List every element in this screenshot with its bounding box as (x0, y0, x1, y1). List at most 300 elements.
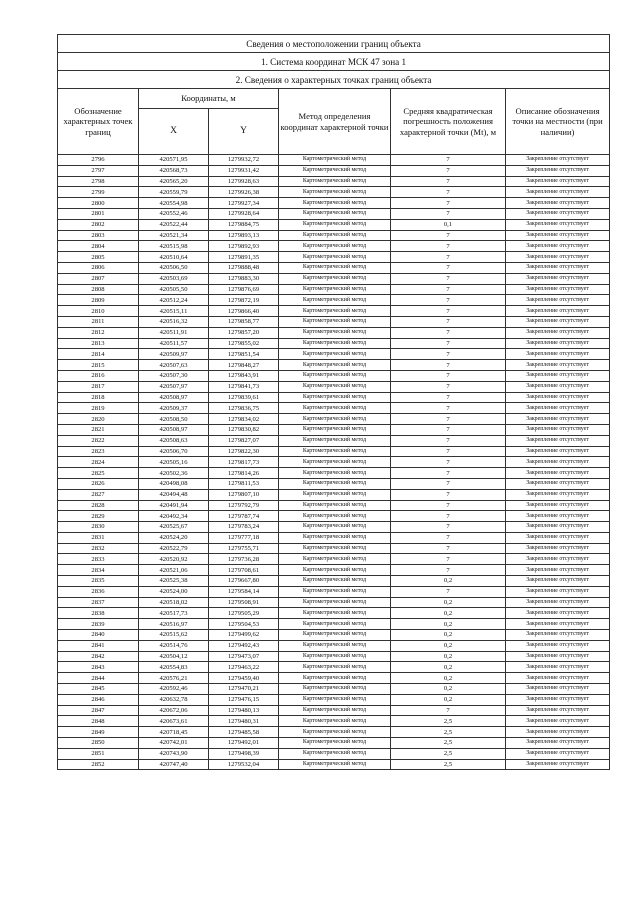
y-coordinate-cell: 1279866,40 (209, 306, 279, 317)
table-row (58, 435, 610, 446)
x-coordinate-cell: 420522,44 (139, 219, 209, 230)
description-cell: Закрепление отсутствует (506, 716, 610, 727)
accuracy-cell: 7 (391, 155, 506, 166)
accuracy-cell: 7 (391, 316, 506, 327)
method-cell: Картометрический метод (279, 759, 391, 770)
x-coordinate-cell: 420521,34 (139, 230, 209, 241)
x-coordinate-cell: 420515,11 (139, 306, 209, 317)
point-number-cell: 2802 (58, 219, 139, 230)
header-row (58, 89, 610, 109)
method-cell: Картометрический метод (279, 597, 391, 608)
accuracy-cell: 7 (391, 446, 506, 457)
x-coordinate-cell: 420509,97 (139, 349, 209, 360)
accuracy-cell: 0,2 (391, 694, 506, 705)
accuracy-cell: 7 (391, 370, 506, 381)
y-coordinate-cell: 1279857,20 (209, 327, 279, 338)
point-number-cell: 2825 (58, 468, 139, 479)
description-cell: Закрепление отсутствует (506, 187, 610, 198)
accuracy-cell: 7 (391, 338, 506, 349)
point-number-cell: 2804 (58, 241, 139, 252)
method-cell: Картометрический метод (279, 576, 391, 587)
table-row (58, 738, 610, 749)
y-coordinate-cell: 1279827,07 (209, 435, 279, 446)
description-cell: Закрепление отсутствует (506, 759, 610, 770)
table-row (58, 370, 610, 381)
accuracy-cell: 7 (391, 478, 506, 489)
table-row (58, 651, 610, 662)
method-cell: Картометрический метод (279, 554, 391, 565)
point-number-cell: 2827 (58, 489, 139, 500)
point-number-cell: 2799 (58, 187, 139, 198)
x-coordinate-cell: 420508,50 (139, 414, 209, 425)
table-row (58, 511, 610, 522)
description-cell: Закрепление отсутствует (506, 381, 610, 392)
method-cell: Картометрический метод (279, 208, 391, 219)
method-cell: Картометрический метод (279, 705, 391, 716)
method-cell: Картометрический метод (279, 381, 391, 392)
table-row (58, 198, 610, 209)
accuracy-cell: 7 (391, 500, 506, 511)
boundary-points-table (57, 34, 610, 770)
description-cell: Закрепление отсутствует (506, 370, 610, 381)
table-row (58, 457, 610, 468)
description-cell: Закрепление отсутствует (506, 176, 610, 187)
y-coordinate-cell: 1279504,53 (209, 619, 279, 630)
table-row (58, 446, 610, 457)
table-row (58, 619, 610, 630)
accuracy-cell: 7 (391, 381, 506, 392)
y-coordinate-cell: 1279807,10 (209, 489, 279, 500)
point-number-cell: 2848 (58, 716, 139, 727)
table-row (58, 532, 610, 543)
table-row (58, 392, 610, 403)
table-row (58, 414, 610, 425)
accuracy-cell: 7 (391, 306, 506, 317)
accuracy-cell: 7 (391, 208, 506, 219)
accuracy-cell: 7 (391, 403, 506, 414)
accuracy-cell: 7 (391, 252, 506, 263)
accuracy-cell: 0,2 (391, 619, 506, 630)
y-coordinate-cell: 1279834,02 (209, 414, 279, 425)
y-coordinate-cell: 1279928,63 (209, 176, 279, 187)
table-row (58, 252, 610, 263)
x-coordinate-cell: 420498,08 (139, 478, 209, 489)
y-coordinate-cell: 1279480,13 (209, 705, 279, 716)
x-coordinate-cell: 420520,92 (139, 554, 209, 565)
x-coordinate-cell: 420511,57 (139, 338, 209, 349)
x-coordinate-cell: 420565,20 (139, 176, 209, 187)
y-coordinate-cell: 1279505,29 (209, 608, 279, 619)
table-row (58, 489, 610, 500)
accuracy-cell: 7 (391, 295, 506, 306)
description-cell: Закрепление отсутствует (506, 316, 610, 327)
y-coordinate-cell: 1279499,62 (209, 630, 279, 641)
y-coordinate-cell: 1279463,22 (209, 662, 279, 673)
method-cell: Картометрический метод (279, 727, 391, 738)
y-coordinate-cell: 1279492,43 (209, 640, 279, 651)
table-row (58, 694, 610, 705)
description-cell: Закрепление отсутствует (506, 554, 610, 565)
table-row (58, 478, 610, 489)
accuracy-cell: 7 (391, 489, 506, 500)
y-coordinate-cell: 1279883,30 (209, 273, 279, 284)
table-row (58, 327, 610, 338)
y-coordinate-cell: 1279839,61 (209, 392, 279, 403)
description-cell: Закрепление отсутствует (506, 619, 610, 630)
y-coordinate-cell: 1279892,93 (209, 241, 279, 252)
y-coordinate-cell: 1279508,91 (209, 597, 279, 608)
x-coordinate-cell: 420515,98 (139, 241, 209, 252)
method-cell: Картометрический метод (279, 241, 391, 252)
accuracy-cell: 2,5 (391, 748, 506, 759)
y-coordinate-cell: 1279851,54 (209, 349, 279, 360)
x-coordinate-cell: 420554,98 (139, 198, 209, 209)
table-row (58, 468, 610, 479)
x-coordinate-cell: 420521,06 (139, 565, 209, 576)
description-cell: Закрепление отсутствует (506, 543, 610, 554)
y-coordinate-cell: 1279459,40 (209, 673, 279, 684)
x-coordinate-cell: 420508,97 (139, 424, 209, 435)
accuracy-cell: 7 (391, 511, 506, 522)
y-coordinate-cell: 1279891,35 (209, 252, 279, 263)
point-number-cell: 2837 (58, 597, 139, 608)
accuracy-cell: 7 (391, 522, 506, 533)
header-coords: Координаты, м (139, 89, 279, 109)
y-coordinate-cell: 1279855,02 (209, 338, 279, 349)
description-cell: Закрепление отсутствует (506, 424, 610, 435)
table-row (58, 727, 610, 738)
y-coordinate-cell: 1279830,82 (209, 424, 279, 435)
description-cell: Закрепление отсутствует (506, 403, 610, 414)
accuracy-cell: 2,5 (391, 738, 506, 749)
caption-row (58, 71, 610, 89)
accuracy-cell: 0,1 (391, 219, 506, 230)
x-coordinate-cell: 420524,20 (139, 532, 209, 543)
y-coordinate-cell: 1279480,31 (209, 716, 279, 727)
point-number-cell: 2811 (58, 316, 139, 327)
point-number-cell: 2833 (58, 554, 139, 565)
y-coordinate-cell: 1279848,27 (209, 360, 279, 371)
accuracy-cell: 0,2 (391, 684, 506, 695)
description-cell: Закрепление отсутствует (506, 230, 610, 241)
method-cell: Картометрический метод (279, 252, 391, 263)
table-row (58, 500, 610, 511)
description-cell: Закрепление отсутствует (506, 468, 610, 479)
method-cell: Картометрический метод (279, 424, 391, 435)
y-coordinate-cell: 1279584,14 (209, 586, 279, 597)
x-coordinate-cell: 420511,91 (139, 327, 209, 338)
table-row (58, 230, 610, 241)
y-coordinate-cell: 1279932,72 (209, 155, 279, 166)
point-number-cell: 2824 (58, 457, 139, 468)
header-accuracy: Средняя квадратическая погрешность положения характерной точки (Mt), м (391, 89, 506, 155)
table-row (58, 424, 610, 435)
accuracy-cell: 7 (391, 392, 506, 403)
accuracy-cell: 0,2 (391, 640, 506, 651)
table-row (58, 586, 610, 597)
description-cell: Закрепление отсутствует (506, 500, 610, 511)
x-coordinate-cell: 420632,78 (139, 694, 209, 705)
method-cell: Картометрический метод (279, 295, 391, 306)
description-cell: Закрепление отсутствует (506, 565, 610, 576)
method-cell: Картометрический метод (279, 543, 391, 554)
table-row (58, 705, 610, 716)
point-number-cell: 2821 (58, 424, 139, 435)
x-coordinate-cell: 420672,06 (139, 705, 209, 716)
x-coordinate-cell: 420525,67 (139, 522, 209, 533)
boundary-points-sheet (57, 34, 609, 770)
point-number-cell: 2816 (58, 370, 139, 381)
point-number-cell: 2809 (58, 295, 139, 306)
table-row (58, 349, 610, 360)
method-cell: Картометрический метод (279, 316, 391, 327)
y-coordinate-cell: 1279777,18 (209, 532, 279, 543)
table-row (58, 640, 610, 651)
method-cell: Картометрический метод (279, 500, 391, 511)
x-coordinate-cell: 420506,50 (139, 262, 209, 273)
y-coordinate-cell: 1279927,34 (209, 198, 279, 209)
x-coordinate-cell: 420508,63 (139, 435, 209, 446)
table-row (58, 608, 610, 619)
y-coordinate-cell: 1279811,53 (209, 478, 279, 489)
accuracy-cell: 7 (391, 554, 506, 565)
table-row (58, 554, 610, 565)
description-cell: Закрепление отсутствует (506, 284, 610, 295)
method-cell: Картометрический метод (279, 446, 391, 457)
method-cell: Картометрический метод (279, 716, 391, 727)
y-coordinate-cell: 1279931,42 (209, 165, 279, 176)
method-cell: Картометрический метод (279, 468, 391, 479)
point-number-cell: 2819 (58, 403, 139, 414)
accuracy-cell: 7 (391, 262, 506, 273)
accuracy-cell: 7 (391, 586, 506, 597)
point-number-cell: 2803 (58, 230, 139, 241)
point-number-cell: 2839 (58, 619, 139, 630)
method-cell: Картометрический метод (279, 284, 391, 295)
accuracy-cell: 0,2 (391, 608, 506, 619)
accuracy-cell: 2,5 (391, 759, 506, 770)
method-cell: Картометрический метод (279, 435, 391, 446)
point-number-cell: 2820 (58, 414, 139, 425)
method-cell: Картометрический метод (279, 662, 391, 673)
table-row (58, 262, 610, 273)
table-row (58, 684, 610, 695)
method-cell: Картометрический метод (279, 478, 391, 489)
point-number-cell: 2798 (58, 176, 139, 187)
method-cell: Картометрический метод (279, 262, 391, 273)
method-cell: Картометрический метод (279, 176, 391, 187)
description-cell: Закрепление отсутствует (506, 446, 610, 457)
point-number-cell: 2851 (58, 748, 139, 759)
point-number-cell: 2842 (58, 651, 139, 662)
accuracy-cell: 7 (391, 360, 506, 371)
x-coordinate-cell: 420518,02 (139, 597, 209, 608)
y-coordinate-cell: 1279783,24 (209, 522, 279, 533)
point-number-cell: 2805 (58, 252, 139, 263)
method-cell: Картометрический метод (279, 165, 391, 176)
y-coordinate-cell: 1279926,38 (209, 187, 279, 198)
accuracy-cell: 7 (391, 705, 506, 716)
description-cell: Закрепление отсутствует (506, 219, 610, 230)
x-coordinate-cell: 420502,36 (139, 468, 209, 479)
description-cell: Закрепление отсутствует (506, 673, 610, 684)
x-coordinate-cell: 420510,64 (139, 252, 209, 263)
table-row (58, 662, 610, 673)
x-coordinate-cell: 420552,46 (139, 208, 209, 219)
table-row (58, 543, 610, 554)
description-cell: Закрепление отсутствует (506, 198, 610, 209)
x-coordinate-cell: 420491,94 (139, 500, 209, 511)
x-coordinate-cell: 420509,37 (139, 403, 209, 414)
point-number-cell: 2844 (58, 673, 139, 684)
y-coordinate-cell: 1279817,73 (209, 457, 279, 468)
method-cell: Картометрический метод (279, 630, 391, 641)
y-coordinate-cell: 1279787,74 (209, 511, 279, 522)
method-cell: Картометрический метод (279, 684, 391, 695)
table-row (58, 219, 610, 230)
y-coordinate-cell: 1279843,91 (209, 370, 279, 381)
point-number-cell: 2800 (58, 198, 139, 209)
point-number-cell: 2843 (58, 662, 139, 673)
y-coordinate-cell: 1279485,58 (209, 727, 279, 738)
method-cell: Картометрический метод (279, 489, 391, 500)
method-cell: Картометрический метод (279, 586, 391, 597)
description-cell: Закрепление отсутствует (506, 262, 610, 273)
description-cell: Закрепление отсутствует (506, 155, 610, 166)
x-coordinate-cell: 420505,16 (139, 457, 209, 468)
header-point: Обозначение характерных точек границ (58, 89, 139, 155)
x-coordinate-cell: 420516,32 (139, 316, 209, 327)
x-coordinate-cell: 420507,97 (139, 381, 209, 392)
point-number-cell: 2817 (58, 381, 139, 392)
y-coordinate-cell: 1279814,26 (209, 468, 279, 479)
description-cell: Закрепление отсутствует (506, 532, 610, 543)
x-coordinate-cell: 420743,90 (139, 748, 209, 759)
accuracy-cell: 7 (391, 273, 506, 284)
point-number-cell: 2830 (58, 522, 139, 533)
table-row (58, 187, 610, 198)
point-number-cell: 2810 (58, 306, 139, 317)
accuracy-cell: 7 (391, 187, 506, 198)
method-cell: Картометрический метод (279, 457, 391, 468)
x-coordinate-cell: 420673,61 (139, 716, 209, 727)
y-coordinate-cell: 1279888,48 (209, 262, 279, 273)
table-row (58, 284, 610, 295)
header-x: X (139, 109, 209, 155)
y-coordinate-cell: 1279470,21 (209, 684, 279, 695)
method-cell: Картометрический метод (279, 673, 391, 684)
description-cell: Закрепление отсутствует (506, 597, 610, 608)
accuracy-cell: 0,2 (391, 576, 506, 587)
header-method: Метод определения координат характерной точки (279, 89, 391, 155)
method-cell: Картометрический метод (279, 414, 391, 425)
point-number-cell: 2836 (58, 586, 139, 597)
point-number-cell: 2831 (58, 532, 139, 543)
accuracy-cell: 7 (391, 165, 506, 176)
y-coordinate-cell: 1279667,80 (209, 576, 279, 587)
y-coordinate-cell: 1279498,39 (209, 748, 279, 759)
document-title: Сведения о местоположении границ объекта (58, 35, 610, 53)
point-number-cell: 2806 (58, 262, 139, 273)
accuracy-cell: 7 (391, 543, 506, 554)
table-row (58, 716, 610, 727)
x-coordinate-cell: 420506,70 (139, 446, 209, 457)
accuracy-cell: 7 (391, 230, 506, 241)
y-coordinate-cell: 1279876,69 (209, 284, 279, 295)
description-cell: Закрепление отсутствует (506, 748, 610, 759)
table-row (58, 522, 610, 533)
table-row (58, 306, 610, 317)
y-coordinate-cell: 1279792,79 (209, 500, 279, 511)
x-coordinate-cell: 420592,46 (139, 684, 209, 695)
description-cell: Закрепление отсутствует (506, 295, 610, 306)
x-coordinate-cell: 420525,38 (139, 576, 209, 587)
description-cell: Закрепление отсутствует (506, 705, 610, 716)
description-cell: Закрепление отсутствует (506, 522, 610, 533)
method-cell: Картометрический метод (279, 619, 391, 630)
accuracy-cell: 7 (391, 414, 506, 425)
description-cell: Закрепление отсутствует (506, 241, 610, 252)
table-row (58, 295, 610, 306)
y-coordinate-cell: 1279822,30 (209, 446, 279, 457)
y-coordinate-cell: 1279836,75 (209, 403, 279, 414)
description-cell: Закрепление отсутствует (506, 586, 610, 597)
table-body (58, 155, 610, 770)
caption-row (58, 35, 610, 53)
y-coordinate-cell: 1279928,64 (209, 208, 279, 219)
point-number-cell: 2801 (58, 208, 139, 219)
x-coordinate-cell: 420516,97 (139, 619, 209, 630)
x-coordinate-cell: 420494,48 (139, 489, 209, 500)
description-cell: Закрепление отсутствует (506, 738, 610, 749)
point-number-cell: 2835 (58, 576, 139, 587)
description-cell: Закрепление отсутствует (506, 165, 610, 176)
accuracy-cell: 7 (391, 457, 506, 468)
description-cell: Закрепление отсутствует (506, 252, 610, 263)
x-coordinate-cell: 420568,73 (139, 165, 209, 176)
point-number-cell: 2840 (58, 630, 139, 641)
method-cell: Картометрический метод (279, 349, 391, 360)
table-row (58, 403, 610, 414)
description-cell: Закрепление отсутствует (506, 327, 610, 338)
accuracy-cell: 0,2 (391, 597, 506, 608)
point-number-cell: 2834 (58, 565, 139, 576)
method-cell: Картометрический метод (279, 608, 391, 619)
point-number-cell: 2818 (58, 392, 139, 403)
accuracy-cell: 7 (391, 565, 506, 576)
method-cell: Картометрический метод (279, 651, 391, 662)
accuracy-cell: 0,2 (391, 630, 506, 641)
table-row (58, 673, 610, 684)
accuracy-cell: 7 (391, 327, 506, 338)
description-cell: Закрепление отсутствует (506, 727, 610, 738)
point-number-cell: 2807 (58, 273, 139, 284)
method-cell: Картометрический метод (279, 748, 391, 759)
table-row (58, 630, 610, 641)
method-cell: Картометрический метод (279, 511, 391, 522)
accuracy-cell: 7 (391, 349, 506, 360)
method-cell: Картометрический метод (279, 522, 391, 533)
method-cell: Картометрический метод (279, 155, 391, 166)
x-coordinate-cell: 420508,97 (139, 392, 209, 403)
description-cell: Закрепление отсутствует (506, 457, 610, 468)
description-cell: Закрепление отсутствует (506, 306, 610, 317)
table-row (58, 597, 610, 608)
accuracy-cell: 0,2 (391, 673, 506, 684)
x-coordinate-cell: 420576,21 (139, 673, 209, 684)
method-cell: Картометрический метод (279, 327, 391, 338)
method-cell: Картометрический метод (279, 187, 391, 198)
